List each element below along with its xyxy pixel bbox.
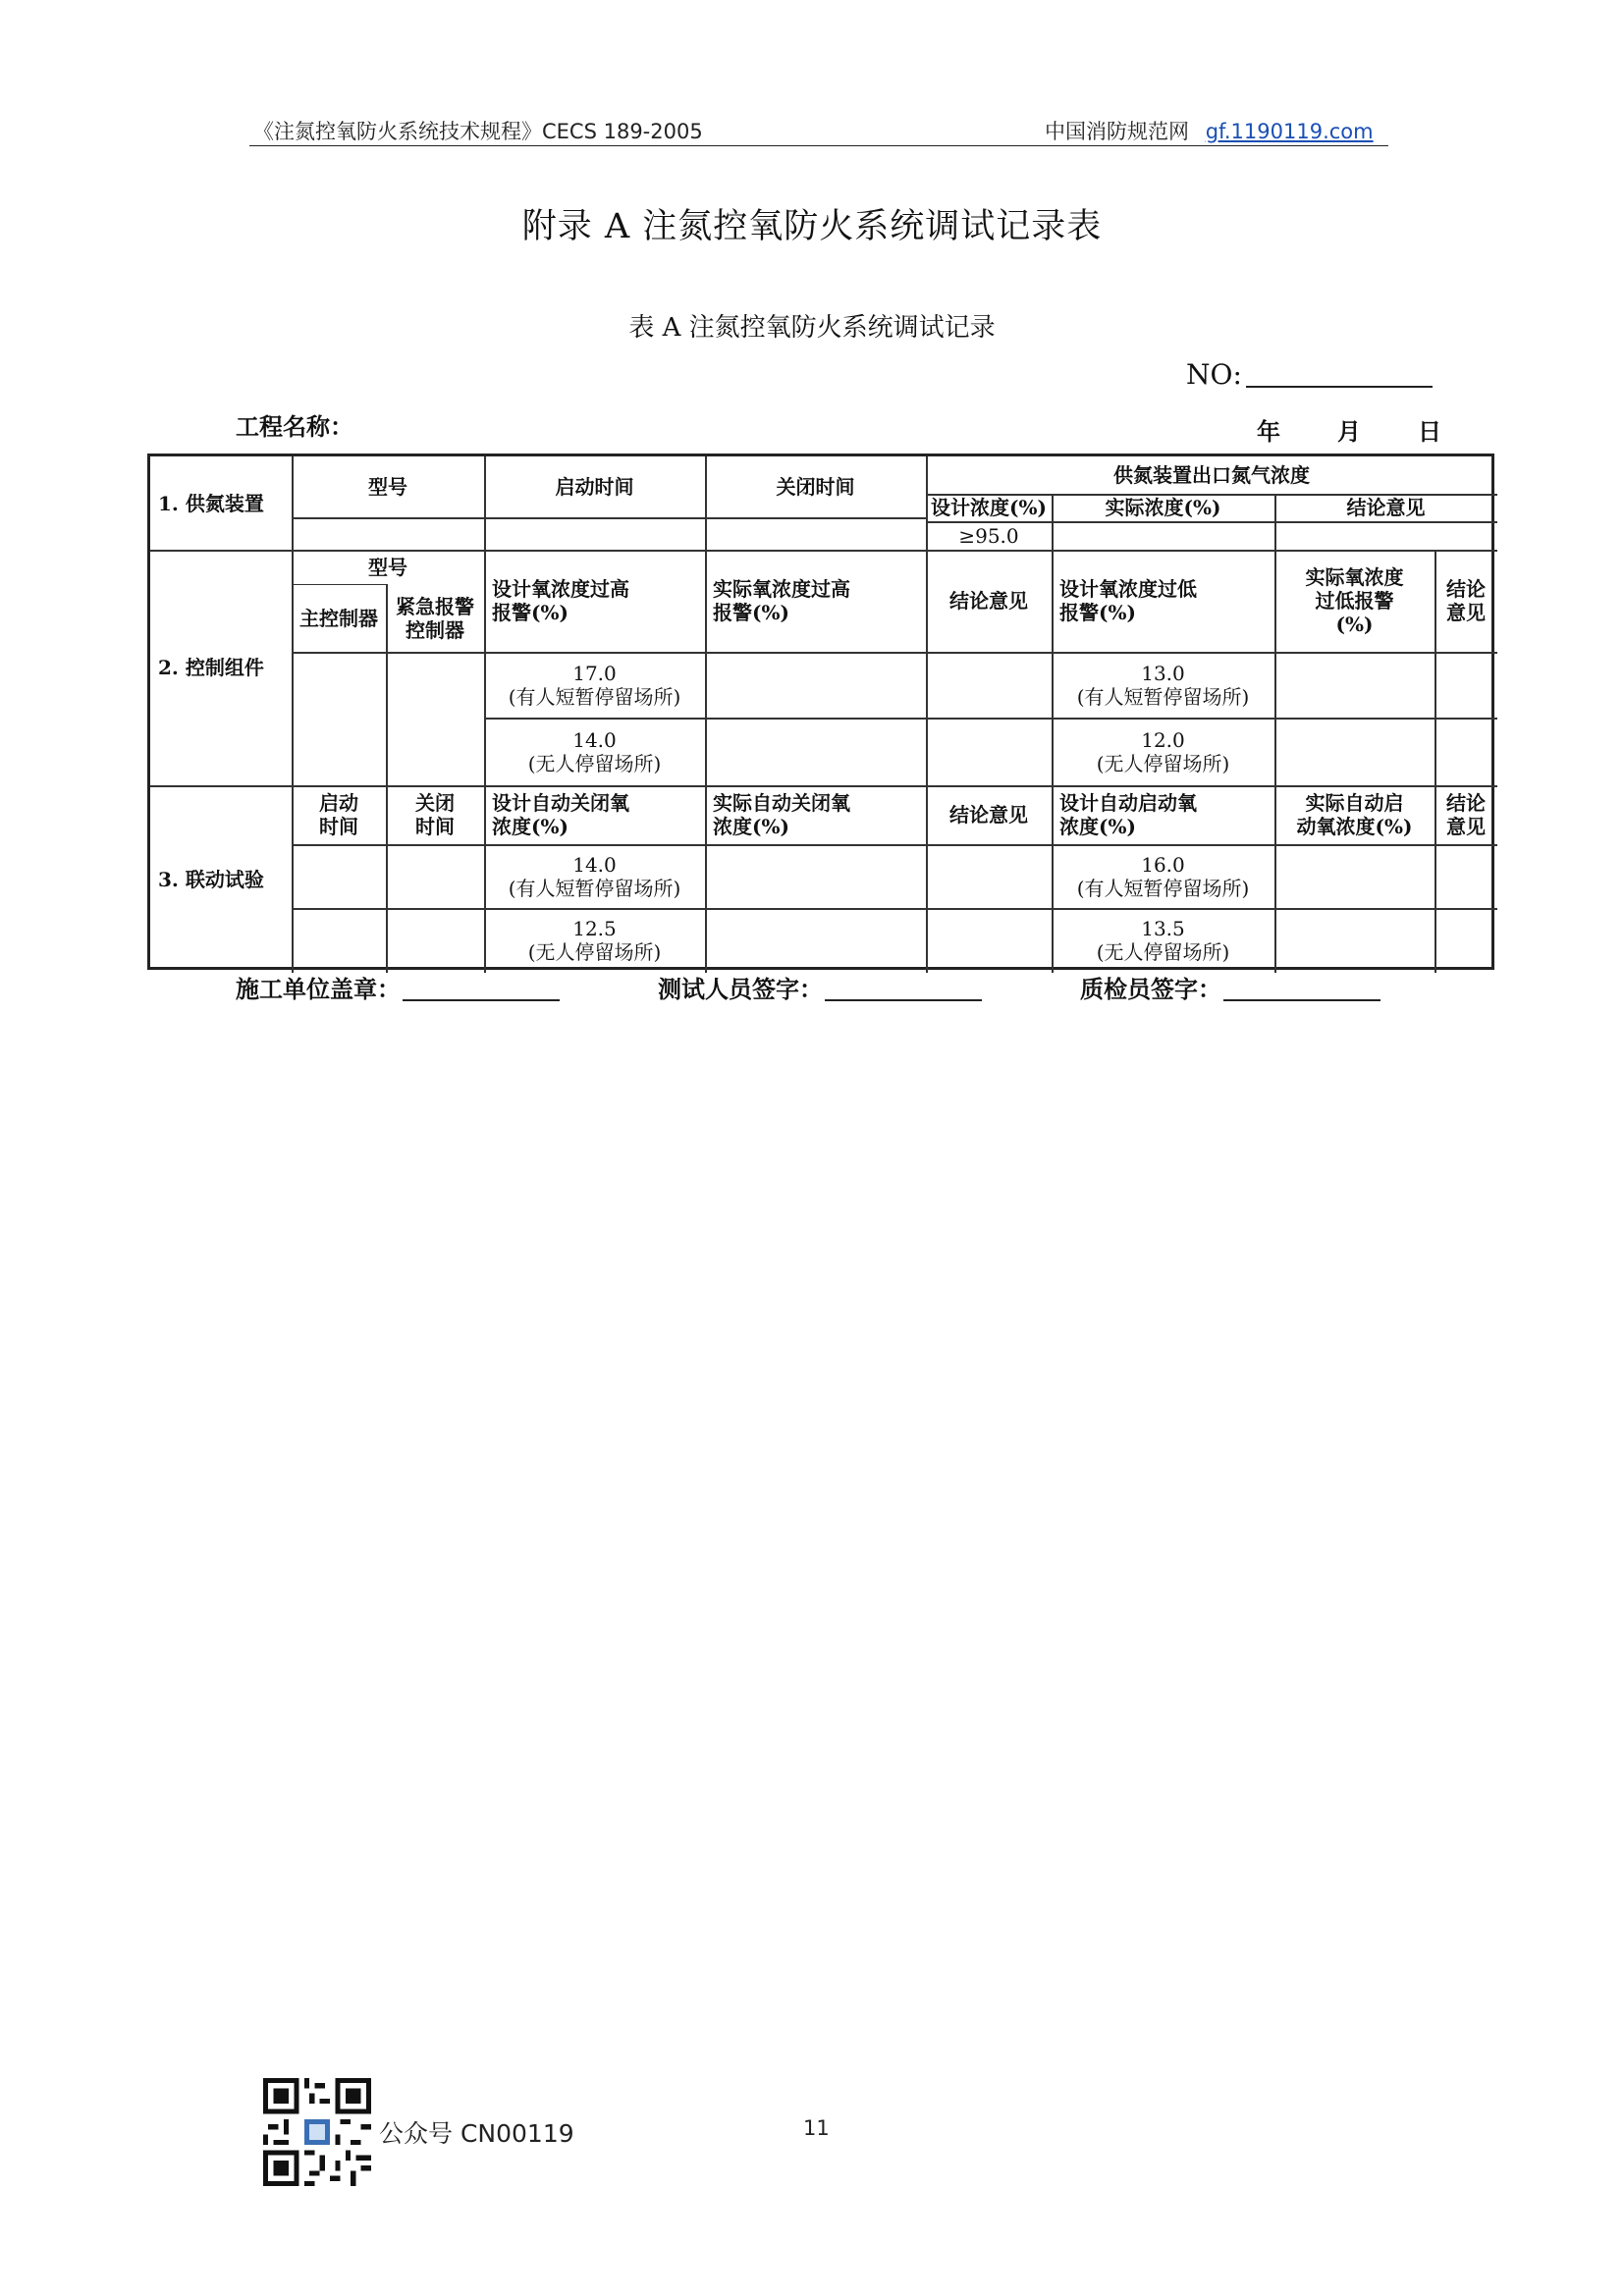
tester-signature (658, 970, 982, 1004)
sec3-label: 3. 联动试验 (158, 867, 264, 891)
sec3-stop-time-header: 关闭 时间 (415, 791, 455, 838)
grid-line (292, 456, 294, 973)
table-title: 表 A 注氮控氧防火系统调试记录 (628, 313, 996, 343)
sec2-row2-high-value: 14.0 (无人停留场所) (527, 727, 662, 775)
sec3-conclusion-header: 结论意见 (949, 803, 1028, 827)
sec3-conclusion-short-header: 结论 意见 (1446, 791, 1486, 838)
sec2-row1-low-value: 13.0 (有人短暂停留场所) (1076, 661, 1250, 709)
sec2-emergency-controller-header: 紧急报警 控制器 (396, 594, 474, 642)
sec1-design-concentration-value: ≥95.0 (958, 523, 1019, 548)
sec2-design-low-header: 设计氧浓度过低 报警(%) (1059, 577, 1197, 624)
date-year: 年 (1257, 417, 1280, 446)
sec1-model-header: 型号 (368, 475, 407, 499)
qr-code-icon (263, 2078, 371, 2186)
record-number (1186, 358, 1433, 391)
sec2-main-controller-header: 主控制器 (299, 606, 378, 630)
sec1-stop-time-header: 关闭时间 (776, 475, 855, 499)
tester-field[interactable] (825, 978, 982, 1001)
header-site-name: 中国消防规范网 (1045, 120, 1189, 143)
header-divider (249, 145, 1388, 146)
grid-line (292, 908, 1497, 910)
sec2-actual-high-header: 实际氧浓度过高 报警(%) (713, 577, 850, 624)
sec2-row1-high-value: 17.0 (有人短暂停留场所) (508, 661, 681, 709)
sec2-design-high-header: 设计氧浓度过高 报警(%) (492, 577, 629, 624)
header-site (1045, 116, 1374, 145)
sec2-conclusion-short-header: 结论 意见 (1446, 577, 1486, 624)
sec1-label: 1. 供氮装置 (158, 491, 264, 515)
debug-record-table (147, 454, 1494, 970)
record-number-field[interactable] (1246, 362, 1433, 388)
sec3-actual-open-header: 实际自动启 动氧浓度(%) (1296, 791, 1413, 838)
record-number-label: NO: (1186, 358, 1242, 391)
sec3-design-close-header: 设计自动关闭氧 浓度(%) (492, 791, 629, 838)
appendix-title: 附录 A 注氮控氧防火系统调试记录表 (521, 207, 1103, 246)
sec3-row2-close-value: 12.5 (无人停留场所) (527, 917, 662, 964)
sec3-row1-close-value: 14.0 (有人短暂停留场所) (508, 852, 681, 900)
sec2-model-header: 型号 (368, 555, 407, 579)
sec2-actual-low-header: 实际氧浓度 过低报警 (%) (1305, 565, 1404, 636)
sec2-row2-low-value: 12.0 (无人停留场所) (1096, 727, 1230, 775)
tester-label: 测试人员签字： (658, 975, 823, 1003)
sec2-label: 2. 控制组件 (158, 656, 264, 679)
sec1-outlet-concentration-header: 供氮装置出口氮气浓度 (1113, 463, 1310, 487)
page-number: 11 (803, 2116, 830, 2140)
sec1-actual-concentration-header: 实际浓度(%) (1105, 496, 1221, 519)
sec1-design-concentration-header: 设计浓度(%) (931, 496, 1047, 519)
construction-unit-label: 施工单位盖章： (236, 975, 401, 1003)
sec1-conclusion-header: 结论意见 (1346, 496, 1426, 519)
inspector-label: 质检员签字： (1080, 975, 1221, 1003)
sec2-conclusion-header: 结论意见 (949, 589, 1028, 613)
sec3-row2-open-value: 13.5 (无人停留场所) (1096, 917, 1230, 964)
grid-line (292, 652, 1497, 654)
construction-unit-seal (236, 970, 560, 1004)
grid-line (292, 844, 1497, 846)
sec3-row1-open-value: 16.0 (有人短暂停留场所) (1076, 852, 1250, 900)
date-month: 月 (1337, 417, 1361, 446)
header-site-link[interactable]: gf.1190119.com (1205, 120, 1374, 143)
footer-account: 公众号 CN00119 (379, 2119, 574, 2148)
construction-unit-field[interactable] (403, 978, 560, 1001)
project-name-label: 工程名称： (236, 412, 353, 441)
date-day: 日 (1418, 417, 1441, 446)
sec3-start-time-header: 启动 时间 (319, 791, 358, 838)
sec1-start-time-header: 启动时间 (555, 475, 634, 499)
sec3-actual-close-header: 实际自动关闭氧 浓度(%) (713, 791, 850, 838)
grid-line (705, 456, 707, 973)
inspector-signature (1080, 970, 1380, 1004)
header-standard-title: 《注氮控氧防火系统技术规程》CECS 189-2005 (253, 120, 703, 143)
grid-line (292, 517, 926, 519)
sec3-design-open-header: 设计自动启动氧 浓度(%) (1059, 791, 1197, 838)
inspector-field[interactable] (1223, 978, 1380, 1001)
